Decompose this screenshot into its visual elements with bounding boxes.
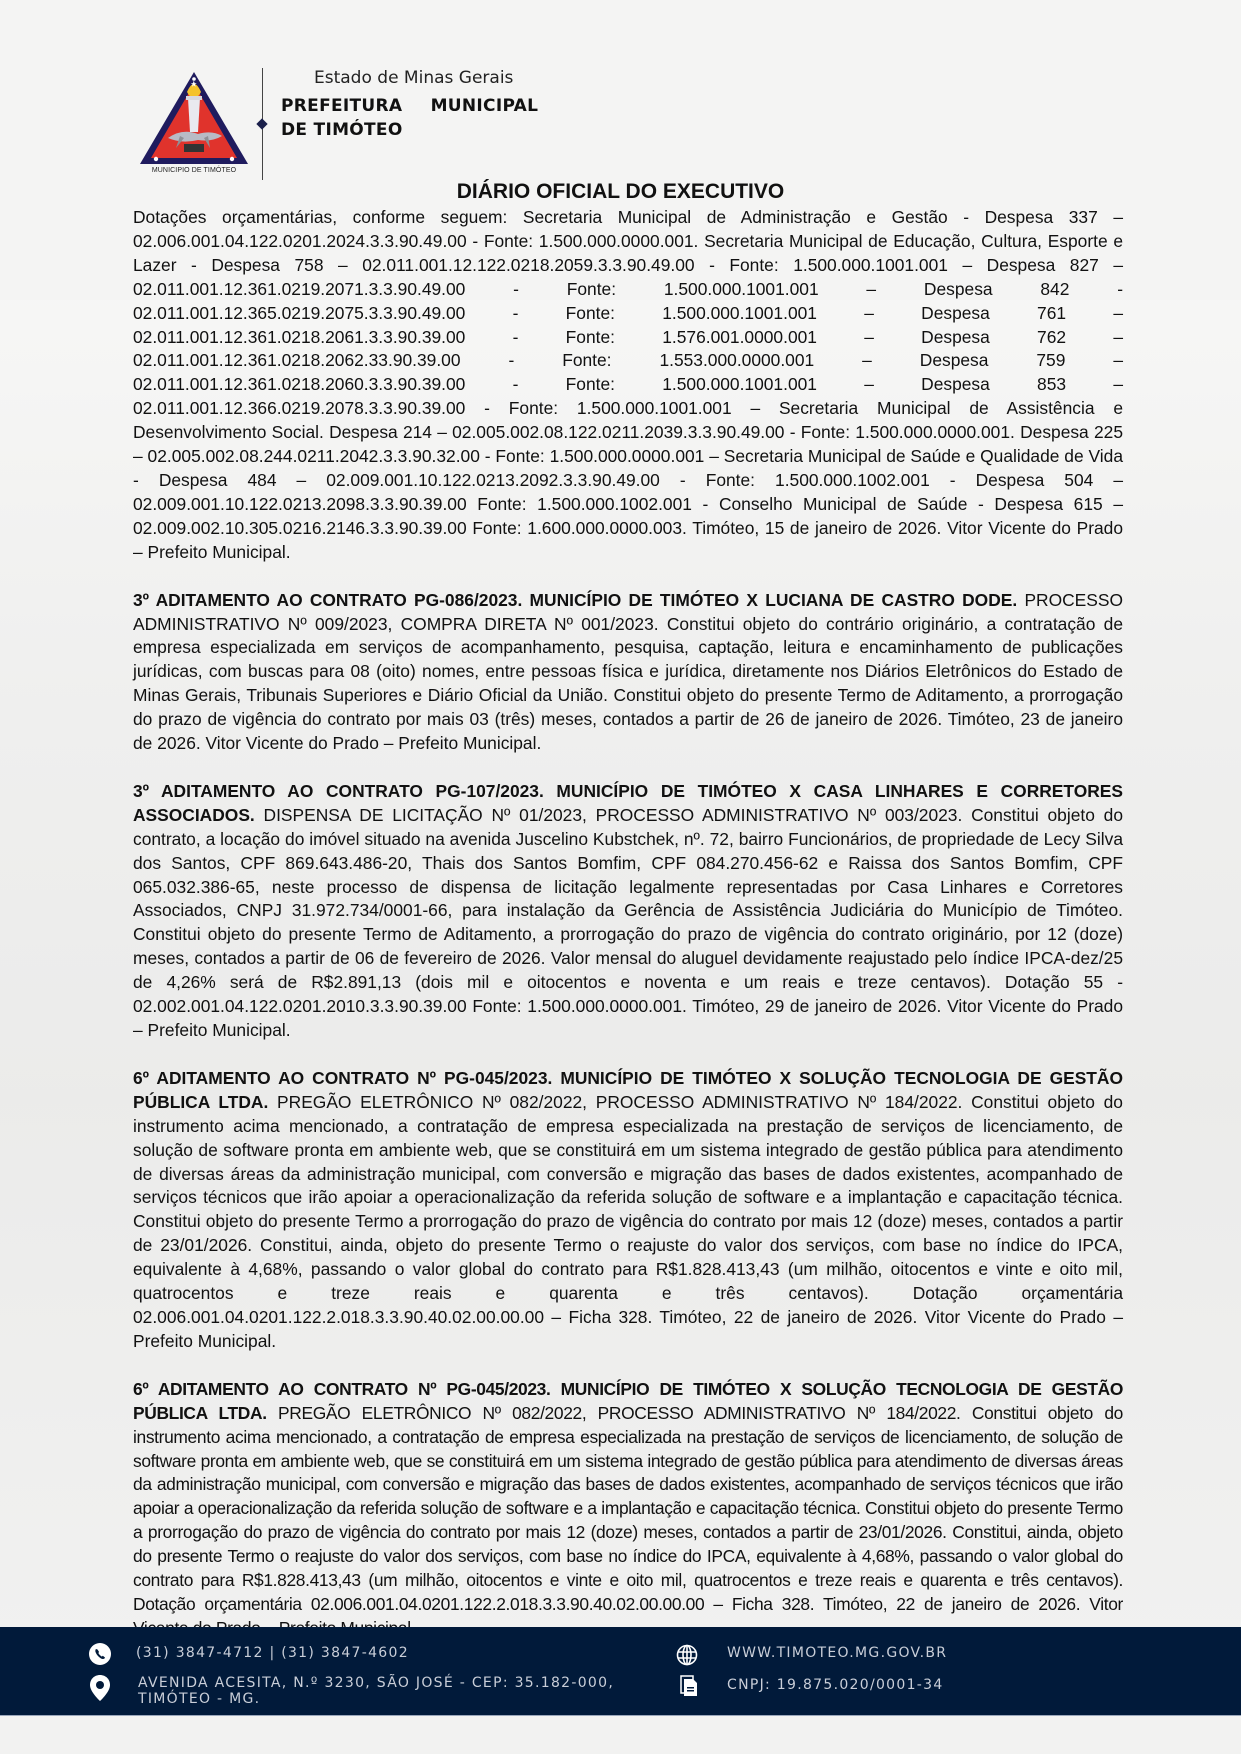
footer-address-line2: TIMÓTEO - MG. <box>138 1691 261 1707</box>
globe-icon <box>676 1644 698 1666</box>
page-footer <box>0 1627 1241 1716</box>
page-header <box>138 62 638 182</box>
footer-address-line1: AVENIDA ACESITA, N.º 3230, SÃO JOSÉ - CEP: 35.182-000, <box>138 1675 615 1691</box>
logo-caption: MUNICIPIO DE TIMÓTEO <box>151 167 237 174</box>
footer-website[interactable]: WWW.TIMOTEO.MG.GOV.BR <box>727 1645 948 1661</box>
section-heading: 6º ADITAMENTO AO CONTRATO Nº PG-045/2023. MUNICÍPIO DE TIMÓTEO X SOLUÇÃO TECNOLOGIA DE GESTÃO PÚBLICA LTDA. <box>133 1378 1123 1423</box>
section-heading: 3º ADITAMENTO AO CONTRATO PG-086/2023. MUNICÍPIO DE TIMÓTEO X LUCIANA DE CASTRO DODE. <box>133 589 1018 610</box>
document-title: DIÁRIO OFICIAL DO EXECUTIVO <box>456 180 785 203</box>
page-bottom-margin <box>0 1716 1241 1754</box>
footer-phone: (31) 3847-4712 | (31) 3847-4602 <box>136 1645 409 1661</box>
section-contract-pg-086 <box>133 589 1123 756</box>
coat-of-arms-icon <box>138 70 250 166</box>
section-contract-pg-045 <box>133 1067 1123 1354</box>
location-pin-icon <box>89 1674 111 1702</box>
document-body <box>133 206 1123 1665</box>
section-heading: 3º ADITAMENTO AO CONTRATO PG-107/2023. MUNICÍPIO DE TIMÓTEO X CASA LINHARES E CORRETORES ASSOCIADOS. <box>133 780 1123 825</box>
section-body: PREGÃO ELETRÔNICO Nº 082/2022, PROCESSO ADMINISTRATIVO Nº 184/2022. Constitui objeto do instrumento acima mencionado, a contratação de empresa especializada na prestação de serviços de licenciamento, de solução de software pronta em ambiente web, que se constituirá em um sistema integrado de gestão pública para atendimento de diversas áreas da administração municipal, com conversão e migração das bases de dados existentes, acompanhado de serviços técnicos que irão apoiar a operacionalização da referida solução de software e a implantação e capacitação técnica. Constitui objeto do presente Termo a prorrogação do prazo de vigência do contrato por mais 12 (doze) meses, contados a partir de 23/01/2026. Constitui, ainda, objeto do presente Termo o reajuste do valor dos serviços, com base no índice do IPCA, equivalente à 4,68%, passando o valor global do contrato para R$1.828.413,43 (um milhão, oitocentos e vinte e oito mil, quatrocentos e treze reais e quarenta e três centavos). Dotação orçamentária 02.006.001.04.0201.122.2.018.3.3.90.40.02.00.00.00 – Ficha 328. Timóteo, 22 de janeiro de 2026. Vitor <box>133 1402 1123 1614</box>
section-contract-pg-107 <box>133 780 1123 1043</box>
prefeitura-name-line2: DE TIMÓTEO <box>281 120 403 140</box>
section-budget-allocations <box>133 206 1123 565</box>
section-body: PREGÃO ELETRÔNICO Nº 082/2022, PROCESSO ADMINISTRATIVO Nº 184/2022. Constitui objeto do instrumento acima mencionado, a contratação de empresa especializada na prestação de serviços de licenciamento, de solução de software pronta em ambiente web, que se constituirá em um sistema integrado de gestão pública para atendimento de diversas áreas da administração municipal, com conversão e migração das bases de dados existentes, acompanhado de serviços técnicos que irão apoiar a operacionalização da referida solução de software e a implantação e capacitação técnica. Constitui objeto do presente Termo a prorrogação do prazo de vigência do contrato por mais 12 (doze) meses, contados a partir de 23/01/2026. Constitui, ainda, objeto do presente Termo o reajuste do valor dos serviços, com base no índice do IPCA, equivalente à 4,68%, passando o valor global do contrato para R$1.828.413,43 (um milhão, oitocentos e vinte e oito mil, quatrocentos e treze reais e quarenta e três centavos). Dotação orçamentária 02.006.001.04.0201.122.2.018.3.3.90.40.02.00.00.00 – Ficha 328. Timóteo, 22 de janeiro de 2026. Vitor Vicente do Prado – Prefeito Municipal. <box>133 1091 1123 1351</box>
section-heading: 6º ADITAMENTO AO CONTRATO Nº PG-045/2023. MUNICÍPIO DE TIMÓTEO X SOLUÇÃO TECNOLOGIA DE GESTÃO PÚBLICA LTDA. <box>133 1067 1123 1112</box>
section-body: PROCESSO ADMINISTRATIVO Nº 009/2023, COMPRA DIRETA Nº 001/2023. Constitui objeto do contrário originário, a contratação de empresa especializada em serviços de acompanhamento, pesquisa, captação, leitura e encaminhamento de publicações jurídicas, com buscas para 08 (oito) nomes, entre pessoas física e jurídica, diretamente nos Diários Eletrônicos do Estado de Minas Gerais, Tribunais Superiores e Diário Oficial da União. Constitui objeto do presente Termo de Aditamento, a prorrogação do prazo de vigência do contrato por mais 03 (três) meses, contados a partir de 26 de janeiro de 2026. Timóteo, 23 de janeiro de 2026. Vitor Vicente do Prado – Prefeito Municipal. <box>133 589 1124 754</box>
prefeitura-name-line1: PREFEITURA MUNICIPAL <box>281 96 539 116</box>
state-name: Estado de Minas Gerais <box>314 68 514 88</box>
divider-diamond <box>256 118 267 129</box>
footer-cnpj: CNPJ: 19.875.020/0001-34 <box>727 1677 944 1693</box>
section-body: DISPENSA DE LICITAÇÃO Nº 01/2023, PROCESSO ADMINISTRATIVO Nº 003/2023. Constitui objeto do contrato, a locação do imóvel situado na avenida Juscelino Kubstchek, nº. 72, bairro Funcionários, de propriedade de Lecy Silva dos Santos, CPF 869.643.486-20, Thais dos Santos Bomfim, CPF 084.270.456-62 e Raissa dos Santos Bomfim, CPF 065.032.386-65, neste processo de dispensa de licitação legalmente representadas por Casa Linhares e Corretores Associados, CNPJ 31.972.734/0001-66, para instalação da Gerência de Assistência Judiciária do Município de Timóteo. Constitui objeto do presente Termo de Aditamento, a prorrogação do prazo de vigência do contrato originário, por 12 (doze) meses, contados a partir de 06 de fevereiro de 2026. Valor mensal do aluguel devidamente reajustado pelo índice IPCA-dez/25 de 4,26% será de R$2.891,13 (dois mil e oitocentos e noventa e um reais e treze centavos). Dotação 55 - 02.002.001.04.122.0201.2010.3.3.90.39.00 Fonte: 1.500.000.0000.001. Timóteo, 29 de janeiro de 2026. Vitor Vicente do Prado – Prefeito Municipal. <box>133 804 1123 1040</box>
phone-icon <box>89 1643 111 1665</box>
document-icon <box>678 1675 700 1697</box>
municipal-logo <box>138 70 250 180</box>
section-contract-pg-045-duplicate <box>133 1378 1123 1641</box>
section-body: Dotações orçamentárias, conforme seguem: Secretaria Municipal de Administração e Gestão - Despesa 337 – 02.006.001.04.122.0201.2024.3.3.90.49.00 - Fonte: 1.500.000.0000.001. Secretaria Municipal de Educação, Cultura, Esporte e Lazer - Despesa 758 – 02.011.001.12.122.0218.2059.3.3.90.49.00 - Fonte: 1.500.000.1001.001 – Despesa 827 – 02.011.001.12.361.0219.2071.3.3.90.49.00 - Fonte: 1.500.000.1001.001 – Despesa 842 - 02.011.001.12.365.0219.2075.3.3.90.49.00 - Fonte: 1.500.000.1001.001 – Despesa 761 – 02.011.001.12.361.0218.2061.3.3.90.39.00 - Fonte: 1.576.001.0000.001 – Despesa 762 – 02.011.001.12.361.0218.2062.33.90.39.00 - Fonte: 1.553.000.0000.001 – Despesa 759 – 02.011.001.12.361.0218.2060.3.3.90.39.00 - Fonte: 1.500.000.1001.001 – Despesa 853 – 02.011.001.12.366.0219.2078.3.3.90.39.00 - Fonte: 1.500.000.1001.001 – Secretaria Municipal de Assistência e Desenvolvimento Social. Despesa 214 – 02.005.002.08.122.0211.2039.3.3.90.49.00 - Fonte: 1.500.000.0000.001. Despesa 225 – 02.005.002.08.244.0211.2042.3.3.90.32.00 - Fonte: 1.500.000.0000.001 – Secretaria Municipal de Saúde e Qualidade de Vida - Despesa 484 – 02.009.001.10.122.0213.2092.3.3.90.49.00 - Fonte: 1.500.000.1002.001 - Despesa 504 – 02.009.001.10.122.0213.2098.3.3.90.39.00 Fonte: 1.500.000.1002.001 - Conselho Municipal de Saúde - Despesa 615 – 02.009.002.10.305.0216.2146.3.3.90.39.00 Fonte: 1.600.000.0000.003. Timóteo, 15 de janeiro de 2026. Vitor Vicente do Prado – Prefeito Municipal. <box>133 207 1123 562</box>
